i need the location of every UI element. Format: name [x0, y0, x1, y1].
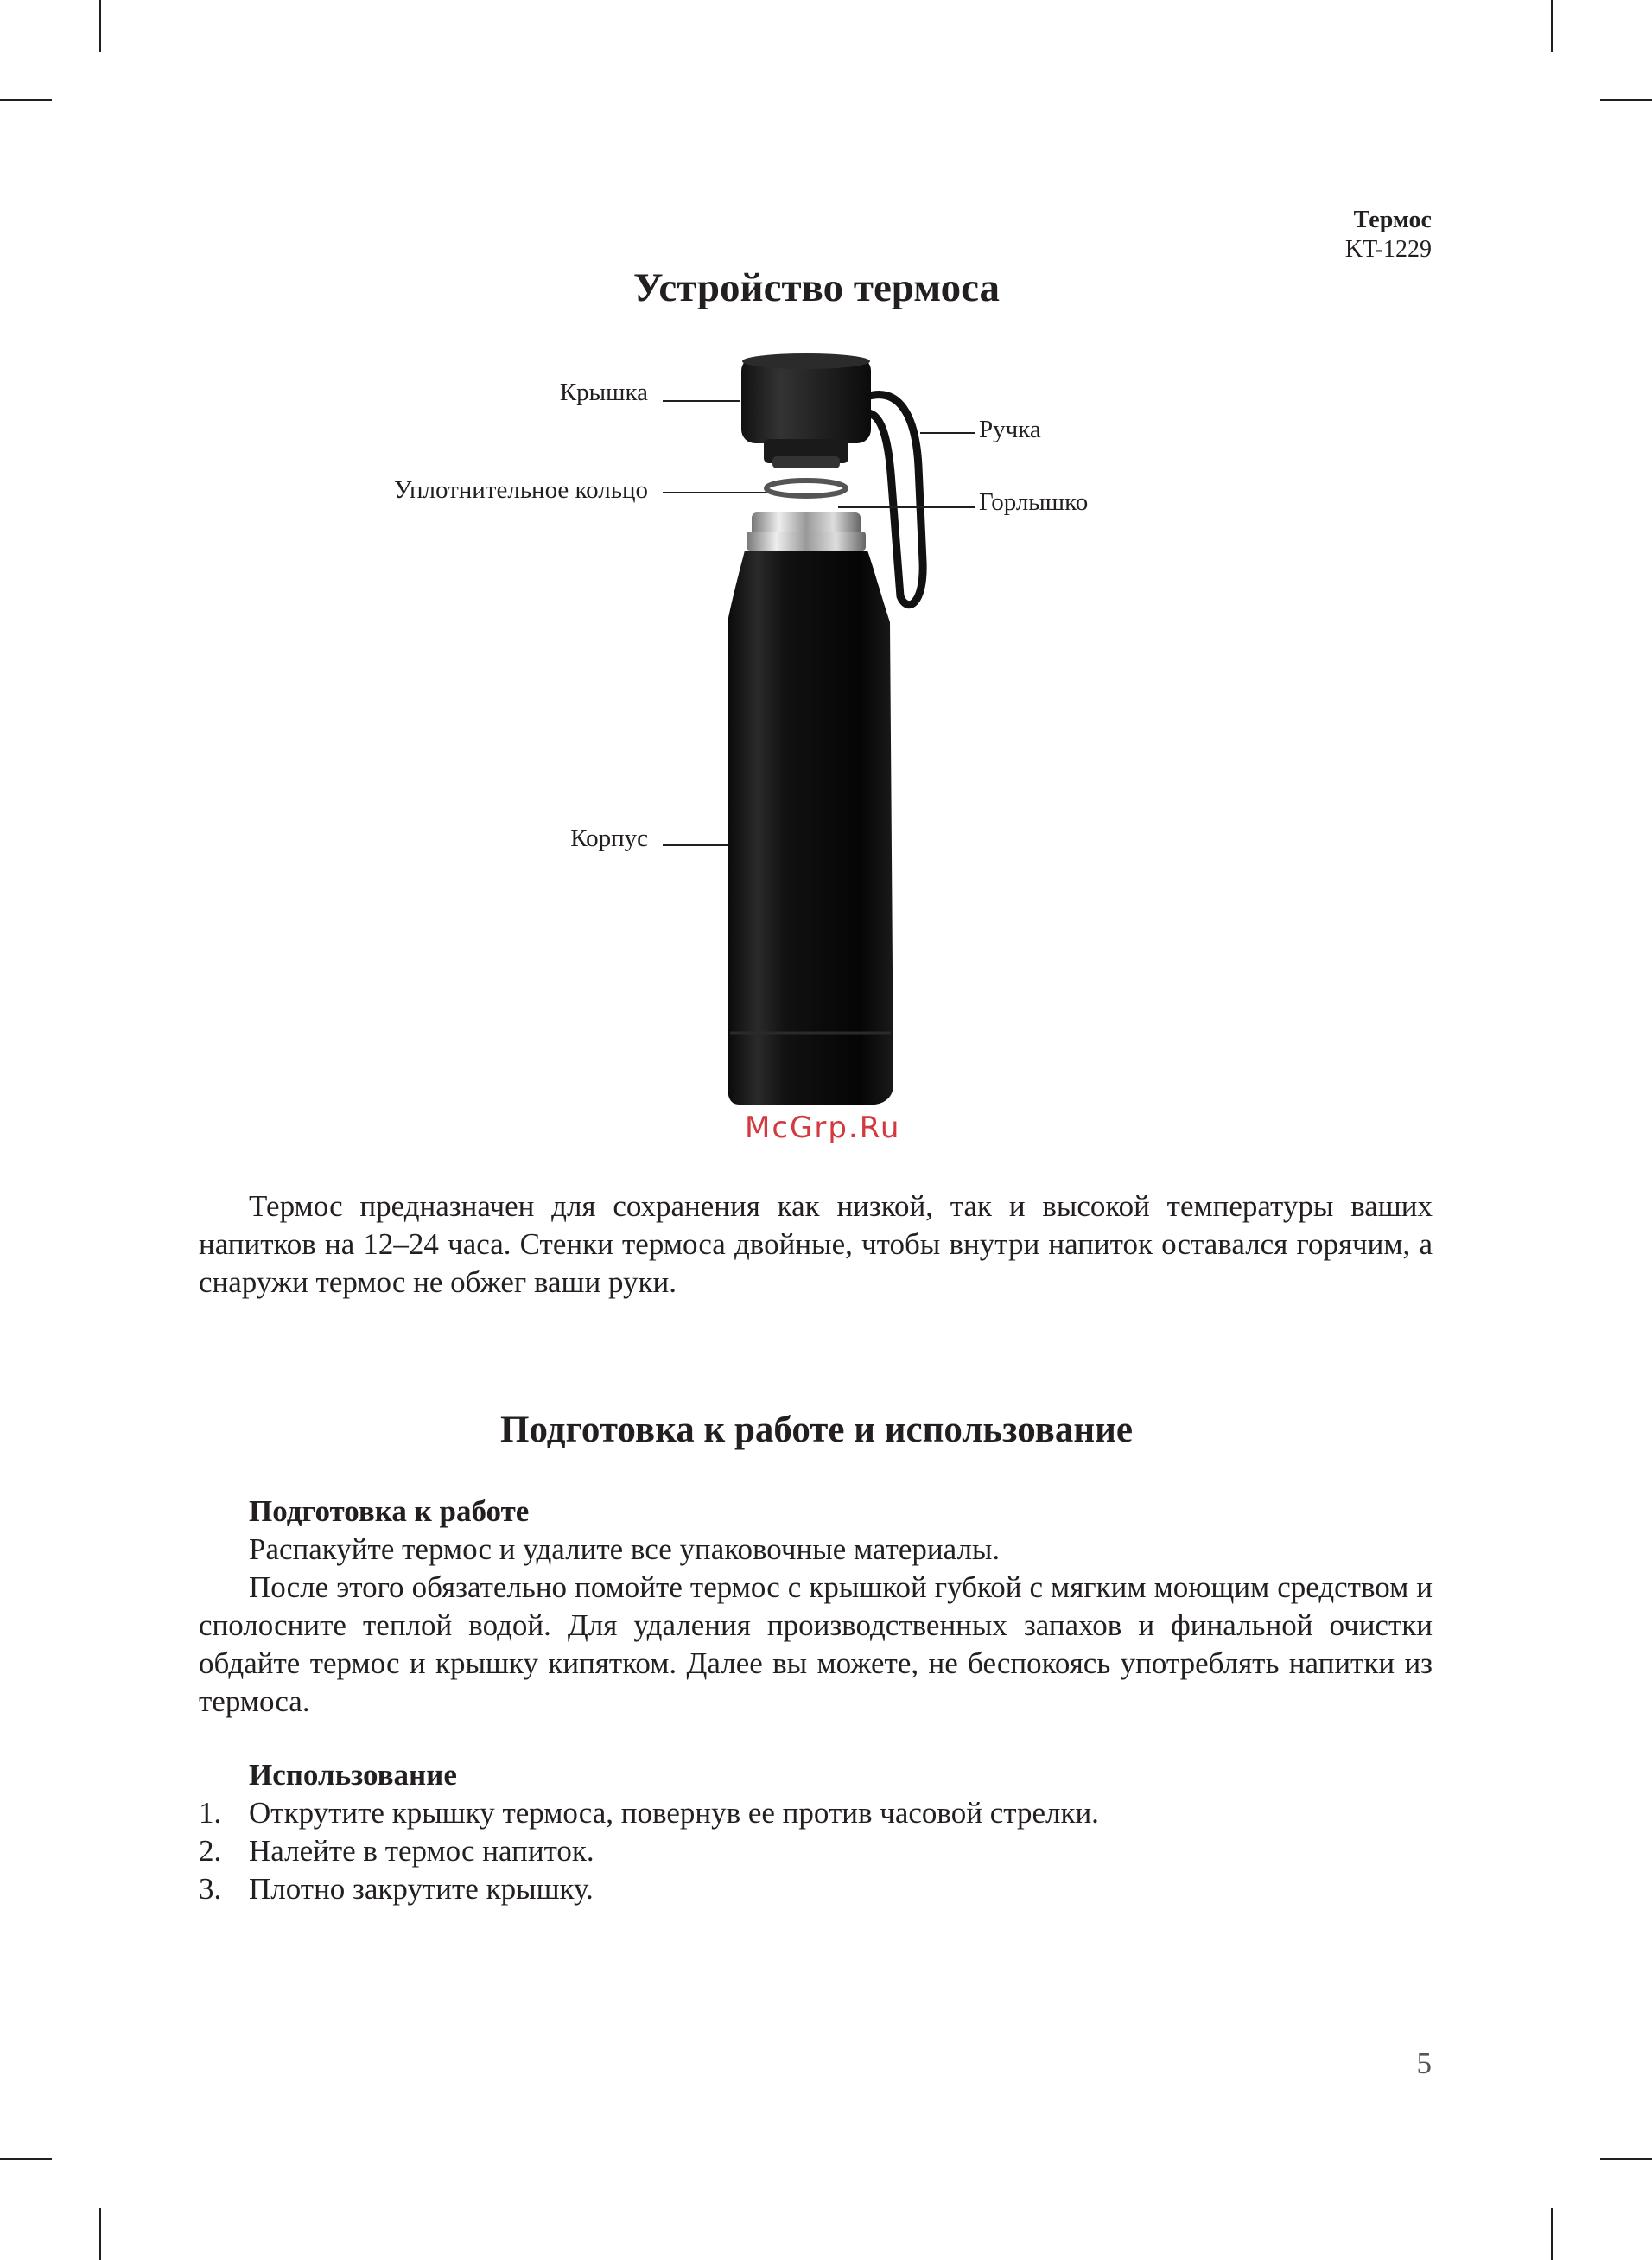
page-number: 5: [1416, 2047, 1432, 2080]
crop-mark: [1600, 2158, 1652, 2160]
leader-line: [663, 400, 740, 402]
list-item: 1. Открутите крышку термоса, повернув ее против часовой стрелки.: [199, 1796, 1099, 1830]
intro-paragraph: Термос предназначен для сохранения как низкой, так и высокой температуры ваших напитков на 12–24 часа. Стенки термоса двойные, чтобы внутри напиток оставался горячим, а снаружи термос не обжег ваши руки.: [199, 1189, 1433, 1299]
prep-paragraph-1: Распакуйте термос и удалите все упаковочные материалы.: [249, 1532, 1001, 1566]
subheading-usage: Использование: [249, 1758, 457, 1792]
leader-line: [838, 506, 975, 508]
list-item: 2. Налейте в термос напиток.: [199, 1834, 594, 1868]
watermark: McGrp.Ru: [745, 1111, 901, 1145]
section-title-usage: Подготовка к работе и использование: [500, 1410, 1133, 1450]
header-title: Термос: [1353, 207, 1432, 233]
label-body: Корпус: [570, 824, 648, 852]
label-neck: Горлышко: [979, 488, 1089, 516]
label-seal: Уплотнительное кольцо: [394, 476, 648, 504]
list-item: 3. Плотно закрутите крышку.: [199, 1872, 594, 1906]
crop-mark: [99, 2208, 101, 2260]
seal-ring: [766, 481, 846, 496]
crop-mark: [0, 2158, 52, 2160]
bottle-body: [728, 551, 893, 1105]
label-handle: Ручка: [979, 416, 1041, 443]
crop-mark: [1551, 2208, 1553, 2260]
header-model: KT-1229: [1344, 236, 1432, 263]
prep-paragraph-2: После этого обязательно помойте термос с крышкой губкой с мягким моющим средством и сполосните теплой водой. Для удаления производственных запахов и финальной очистки обдайте термос и крышку кипятком. Далее вы можете, не беспокоясь употреблять напитки из термоса.: [199, 1570, 1433, 1718]
section-title-device: Устройство термоса: [632, 265, 1001, 310]
subheading-prep: Подготовка к работе: [249, 1494, 530, 1528]
label-lid: Крышка: [559, 379, 648, 406]
usage-steps: [199, 1794, 1099, 1908]
leader-line: [920, 432, 975, 434]
lid: [741, 357, 871, 443]
leader-line: [663, 492, 766, 493]
leader-line: [663, 844, 728, 846]
